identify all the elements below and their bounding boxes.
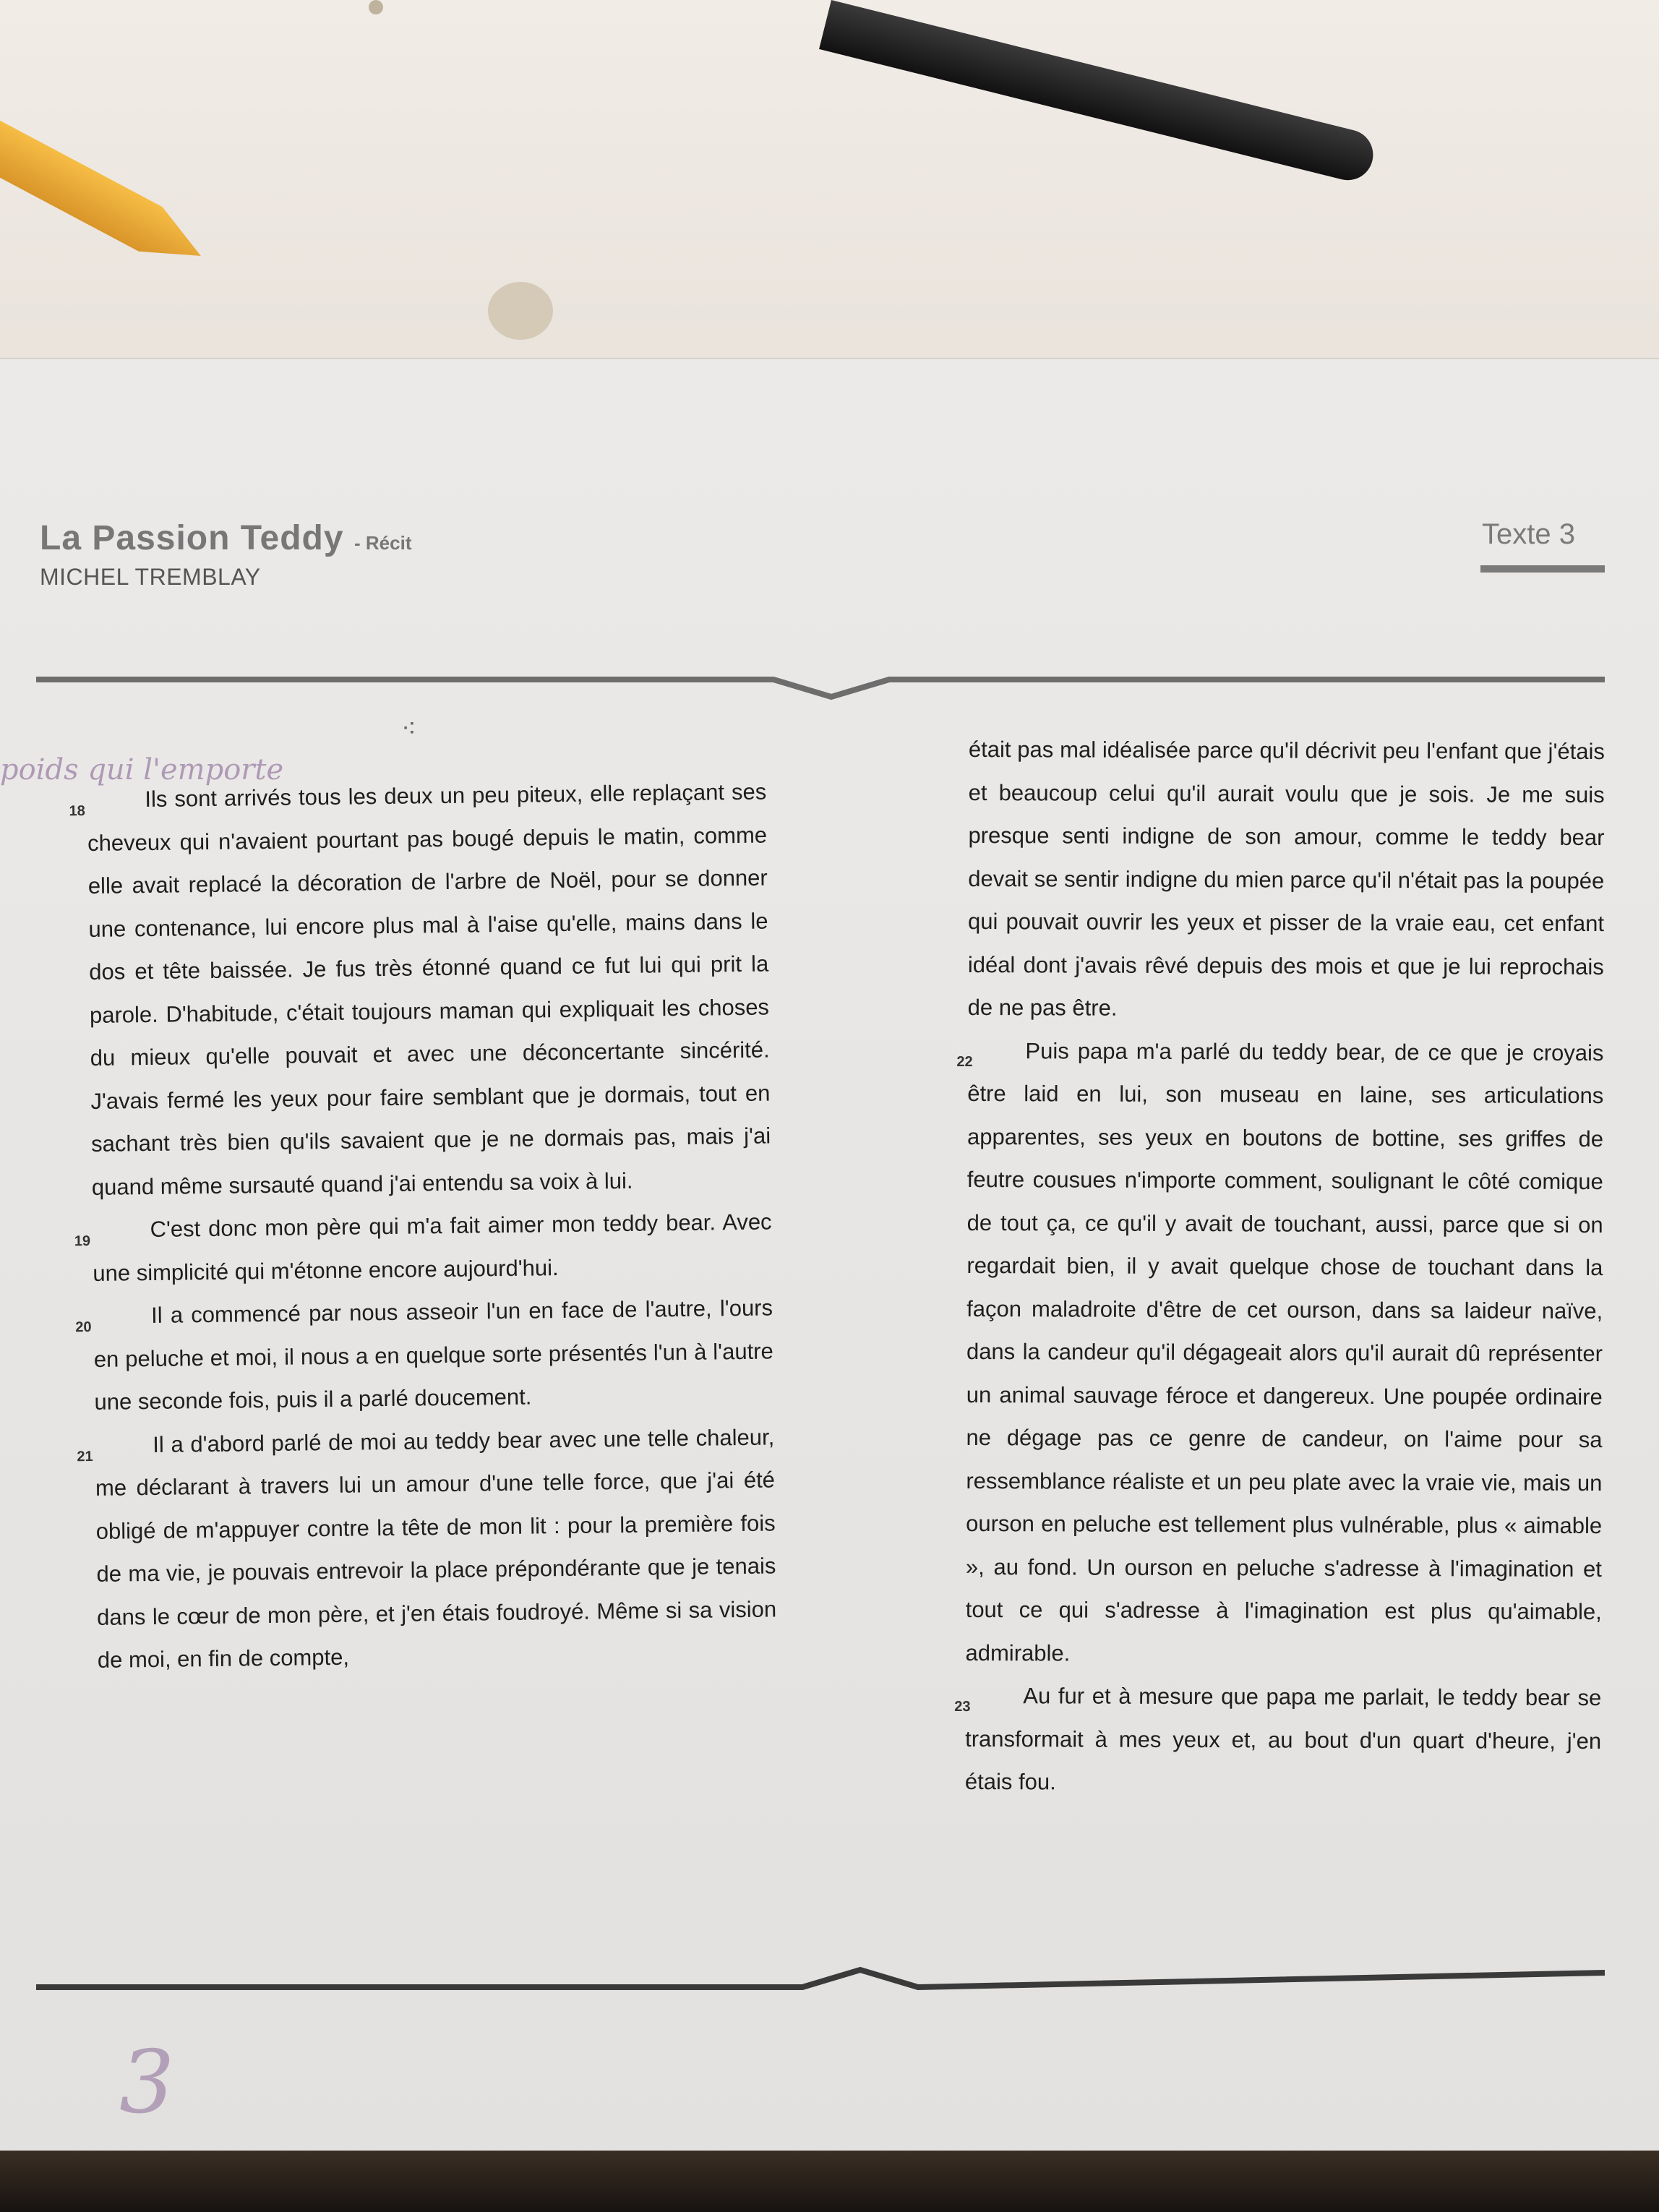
table-edge: [0, 2151, 1659, 2212]
paragraph-number: 22: [956, 1053, 973, 1070]
paragraph: [956, 1029, 1604, 1676]
paragraph-number: 21: [77, 1448, 93, 1465]
text-label: Texte 3: [1482, 518, 1575, 550]
document-title: La Passion Teddy: [40, 519, 344, 557]
bottom-divider: [36, 1964, 1605, 1993]
handwritten-note: poids qui l'emporte: [0, 753, 284, 786]
handwritten-page-number: 3: [119, 2033, 175, 2133]
left-column: [69, 771, 777, 1682]
paragraph-number: 20: [75, 1319, 92, 1336]
top-divider: [36, 674, 1605, 703]
paper-smudge: [369, 0, 383, 14]
paragraph-number: 18: [69, 803, 85, 820]
paragraph: [954, 1674, 1602, 1806]
document-genre: - Récit: [354, 532, 412, 554]
section-separator-icon: ⁖: [401, 713, 417, 743]
paragraph: [75, 1286, 774, 1423]
paragraph-number: 19: [74, 1233, 91, 1250]
paragraph-number: 23: [954, 1698, 971, 1715]
paragraph-text: était pas mal idéalisée parce qu'il décrivit peu l'enfant que j'étais et beaucoup celui qu'il aurait voulu que je sois. Je me suis presque senti indigne de son amour, comme le teddy bear devait se sentir indigne du mien parce qu'il n'était pas la poupée qui pouvait ouvrir les yeux et pisser de la vraie eau, cet enfant idéal dont j'avais rêvé depuis des mois et que je lui reprochais de ne pas être.: [967, 736, 1605, 1021]
text-label-underline: [1480, 565, 1605, 573]
paragraph-text: Il a d'abord parlé de moi au teddy bear avec une telle chaleur, me déclarant à travers lui un amour d'une telle force, que j'ai été obligé de m'appuyer contre la tête de mon lit : pour la première fois de ma vie, je pouvais entrevoir la place prépondérante que je tenais dans le cœur de mon père, et j'en étais foudroyé. Même si sa vision de moi, en fin de compte,: [95, 1423, 777, 1673]
paragraph-text: Ils sont arrivés tous les deux un peu piteux, elle replaçant ses cheveux qui n'avaient pourtant pas bougé depuis le matin, comme elle avait replacé la décoration de l'arbre de Noël, pour se donner une contenance, lui encore plus mal à l'aise qu'elle, mains dans le dos et tête baissée. Je fus très étonné quand ce fut lui qui prit la parole. D'habitude, c'était toujours maman qui expliquait les choses du mieux qu'elle pouvait et avec une déconcertante sincérité. J'avais fermé les yeux pour faire semblant que je dormais, tout en sachant très bien qu'ils savaient que je ne dormais pas, mais j'ai quand même sursauté quand j'ai entendu sa voix à lui.: [87, 779, 771, 1200]
paragraph: [69, 771, 771, 1209]
paragraph: [77, 1415, 777, 1681]
paragraph-text: Il a commencé par nous asseoir l'un en face de l'autre, l'ours en peluche et moi, il nous a en quelque sorte présentés l'un à l'autre une seconde fois, puis il a parlé doucement.: [93, 1295, 773, 1415]
paragraph-text: Au fur et à mesure que papa me parlait, le teddy bear se transformait à mes yeux et, au bout d'un quart d'heure, j'en étais fou.: [964, 1683, 1602, 1795]
document-page: [0, 358, 1659, 2152]
paragraph: [74, 1200, 772, 1294]
paragraph-text: C'est donc mon père qui m'a fait aimer mon teddy bear. Avec une simplicité qui m'étonne encore aujourd'hui.: [93, 1209, 772, 1286]
document-author: MICHEL TREMBLAY: [40, 564, 261, 590]
title-block: [40, 518, 411, 591]
paper-smudge: [488, 282, 553, 340]
paragraph-text: Puis papa m'a parlé du teddy bear, de ce que je croyais être laid en lui, son museau en laine, ses articulations apparentes, ses yeux en boutons de bottine, ses griffes de feutre cousues n'importe comment, soulignant le côté comique de tout ça, ce qu'il y avait de touchant, aussi, parce que si on regardait bien, il y avait quelque chose de touchant dans la façon maladroite d'être de cet ourson, dans sa laideur naïve, dans la candeur qu'il dégageait alors qu'il aurait dû représenter un animal sauvage féroce et dangereux. Une poupée ordinaire ne dégage pas ce genre de candeur, on l'aime pour sa ressemblance réaliste et un peu plate avec la vraie vie, mais un ourson en peluche est tellement plus vulnérable, plus « aimable », au fond. Un ourson en peluche s'adresse à l'imagination et tout ce qui s'adresse à l'imagination est plus qu'aimable, admirable.: [965, 1037, 1604, 1666]
right-column: [954, 728, 1605, 1806]
pencil: [0, 111, 213, 278]
paragraph: [968, 728, 1605, 1032]
desk-background: [0, 0, 1659, 376]
pen: [819, 0, 1379, 186]
